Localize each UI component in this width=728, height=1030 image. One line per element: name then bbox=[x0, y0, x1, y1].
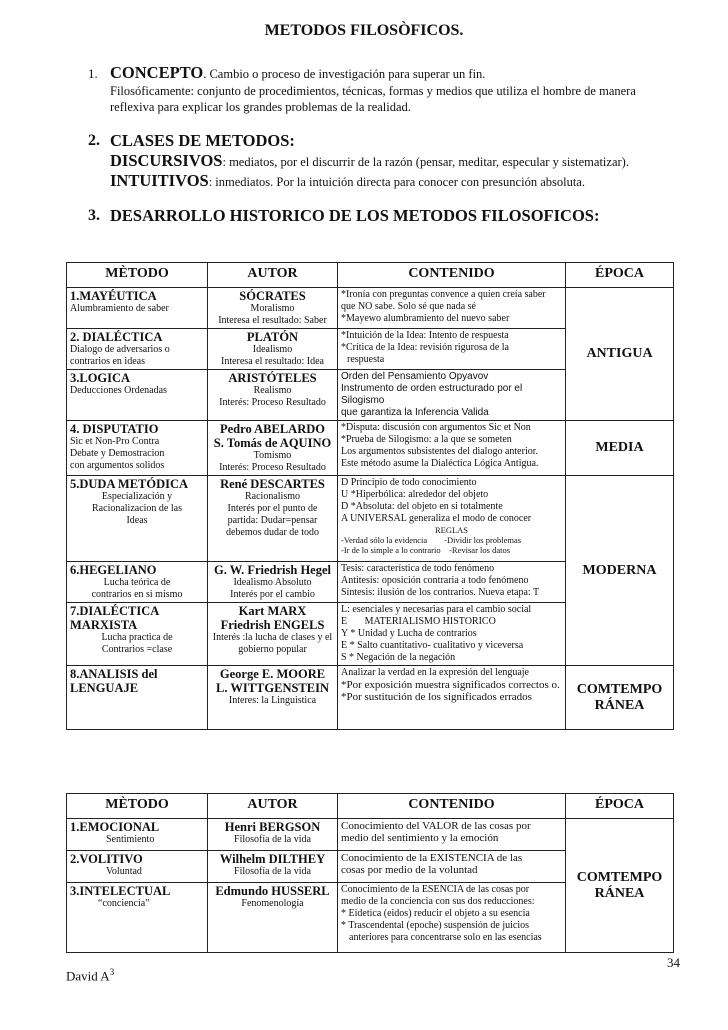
autor-desc: Idealismo Absoluto bbox=[233, 577, 312, 588]
metodo-name: 2. DIALÉCTICA bbox=[70, 330, 163, 344]
autor-desc: Realismo bbox=[253, 385, 292, 396]
contenido-line: medio del sentimiento y la emoción bbox=[341, 832, 499, 844]
section-heading: CLASES DE METODOS: bbox=[110, 131, 295, 150]
contenido-cell bbox=[338, 603, 566, 666]
autor-name: George E. MOORE bbox=[219, 667, 326, 681]
contenido-cell bbox=[338, 476, 566, 562]
regla-line: -Verdad sólo la evidencia -Dividir los problemas bbox=[341, 535, 522, 545]
author-superscript: 3 bbox=[109, 967, 115, 977]
metodo-cell bbox=[67, 476, 208, 562]
reglas-title: REGLAS bbox=[434, 525, 469, 535]
contenido-line: Y * Unidad y Lucha de contrarios bbox=[341, 628, 477, 639]
autor-desc: Racionalismo bbox=[245, 491, 300, 502]
contenido-line: Instrumento de orden estructurado por el Silogismo bbox=[341, 383, 523, 406]
epoca-cell: MODERNA bbox=[566, 476, 674, 666]
epoca-cell: COMTEMPO RÁNEA bbox=[566, 666, 674, 730]
autor-name: ARISTÓTELES bbox=[228, 371, 317, 385]
header-contenido: CONTENIDO bbox=[338, 794, 566, 819]
metodo-name: 5.DUDA METÓDICA bbox=[70, 477, 189, 491]
metodo-desc: Sentimiento bbox=[106, 834, 155, 845]
item-label: INTUITIVOS bbox=[110, 171, 209, 190]
author-name: David A bbox=[66, 968, 110, 984]
autor-name: Kart MARX bbox=[238, 604, 307, 618]
contenido-line: *Por exposición muestra significados correctos o. bbox=[341, 679, 560, 691]
contenido-line: *Mayewo alumbramiento del nuevo saber bbox=[341, 313, 510, 324]
epoca-cell: ANTIGUA bbox=[566, 288, 674, 421]
contenido-line: * Eidetica (eidos) reducir el objeto a su esencia bbox=[341, 908, 530, 919]
contenido-line: Los argumentos subsistentes del dialogo anterior. bbox=[341, 446, 539, 457]
autor-cell bbox=[208, 476, 338, 562]
metodo-name: 2.VOLITIVO bbox=[70, 852, 143, 866]
metodo-desc: “conciencia” bbox=[98, 898, 150, 909]
methods-table-2 bbox=[66, 793, 674, 953]
contenido-line: D Principio de todo conocimiento bbox=[341, 477, 477, 488]
metodo-name-2: LENGUAJE bbox=[70, 681, 139, 695]
metodo-cell bbox=[67, 562, 208, 603]
contenido-cell bbox=[338, 562, 566, 603]
header-metodo: MÈTODO bbox=[67, 794, 208, 819]
autor-desc: Filosofía de la vida bbox=[234, 866, 311, 877]
autor-cell bbox=[208, 883, 338, 953]
contenido-line: Conocimiento de la ESENCIA de las cosas por bbox=[341, 884, 530, 895]
metodo-desc: Lucha teórica de bbox=[103, 577, 171, 588]
contenido-cell bbox=[338, 666, 566, 730]
autor-name: Edmundo HUSSERL bbox=[215, 884, 330, 898]
section-number: 1. bbox=[88, 66, 98, 81]
author-signature bbox=[66, 967, 114, 984]
section-heading: DESARROLLO HISTORICO DE LOS METODOS FILOSOFICOS: bbox=[110, 206, 600, 225]
autor-desc: Tomismo bbox=[253, 450, 292, 461]
contenido-cell bbox=[338, 421, 566, 476]
metodo-desc: Deducciones Ordenadas bbox=[70, 385, 167, 396]
autor-desc: Interesa el resultado: Idea bbox=[220, 356, 324, 367]
autor-desc: Interesa el resultado: Saber bbox=[218, 315, 327, 326]
metodo-desc: Lucha practica de bbox=[101, 632, 173, 643]
metodo-desc: Especialización y bbox=[101, 491, 173, 502]
metodo-cell bbox=[67, 329, 208, 370]
metodo-desc: Racionalizacion de las bbox=[92, 503, 182, 514]
header-autor: AUTOR bbox=[208, 794, 338, 819]
metodo-desc: Sic et Non-Pro Contra bbox=[70, 436, 160, 447]
section-desarrollo bbox=[88, 207, 708, 226]
contenido-line: Síntesis: ilusión de los contrarios. Nueva etapa: T bbox=[341, 587, 540, 598]
section-clases bbox=[88, 132, 708, 191]
autor-desc: Fenomenología bbox=[241, 898, 304, 909]
metodo-desc: Voluntad bbox=[106, 866, 142, 877]
metodo-name: 3.LOGICA bbox=[70, 371, 131, 385]
autor-name-2: Friedrish ENGELS bbox=[220, 618, 325, 632]
contenido-cell bbox=[338, 883, 566, 953]
contenido-line: A UNIVERSAL generaliza el modo de conocer bbox=[341, 513, 532, 524]
autor-cell bbox=[208, 288, 338, 329]
metodo-desc: con argumentos solidos bbox=[70, 460, 165, 471]
regla-line: -Ir de lo simple a lo contrario -Revisar los datos bbox=[341, 545, 511, 555]
contenido-cell bbox=[338, 370, 566, 421]
page-title: METODOS FILOSÒFICOS. bbox=[264, 22, 464, 39]
item-text: : mediatos, por el discurrir de la razón (pensar, meditar, especular y sistematizar). bbox=[222, 155, 629, 169]
table-row bbox=[67, 819, 674, 851]
contenido-line: *Disputa: discusión con argumentos Sic et Non bbox=[341, 422, 531, 433]
autor-desc: Interés: Proceso Resultado bbox=[219, 397, 326, 408]
header-autor: AUTOR bbox=[208, 263, 338, 288]
autor-cell bbox=[208, 603, 338, 666]
autor-desc: partida: Dudar=pensar bbox=[227, 515, 318, 526]
table-header-row bbox=[67, 794, 674, 819]
autor-name: G. W. Friedrish Hegel bbox=[213, 563, 331, 577]
section-heading: CONCEPTO bbox=[110, 63, 204, 82]
metodo-cell bbox=[67, 288, 208, 329]
metodo-name: 1.MAYÉUTICA bbox=[70, 289, 157, 303]
section-number: 2. bbox=[88, 132, 100, 149]
metodo-desc: Ideas bbox=[126, 515, 148, 526]
contenido-line: *Crítica de la Idea: revisión rigurosa de la bbox=[341, 342, 509, 353]
section-line: reflexiva para explicar los grandes problemas de la realidad. bbox=[110, 100, 411, 114]
metodo-name: 6.HEGELIANO bbox=[70, 563, 157, 577]
table-row bbox=[67, 421, 674, 476]
contenido-line: *Ironía con preguntas convence a quien creía saber bbox=[341, 289, 546, 300]
contenido-cell bbox=[338, 329, 566, 370]
table-row bbox=[67, 476, 674, 562]
autor-cell bbox=[208, 666, 338, 730]
autor-cell bbox=[208, 819, 338, 851]
metodo-cell bbox=[67, 370, 208, 421]
contenido-line: *Intuición de la Idea: Intento de respuesta bbox=[341, 330, 509, 341]
epoca-cell: COMTEMPO RÁNEA bbox=[566, 819, 674, 953]
contenido-line: * Trascendental (epoche) suspensión de juicios bbox=[341, 920, 530, 931]
section-line: Filosóficamente: conjunto de procedimientos, técnicas, formas y medios que utiliza el hombre de manera bbox=[110, 84, 636, 98]
autor-desc: gobierno popular bbox=[238, 644, 307, 655]
autor-name-2: S. Tomás de AQUINO bbox=[213, 436, 332, 450]
metodo-desc: contrarios en si mismo bbox=[91, 589, 183, 600]
contenido-line: Orden del Pensamiento Opyavov bbox=[341, 371, 489, 382]
autor-desc: Interés :la lucha de clases y el bbox=[212, 632, 333, 643]
metodo-desc: Alumbramiento de saber bbox=[70, 303, 169, 314]
autor-desc: debemos dudar de todo bbox=[225, 527, 320, 538]
metodo-cell bbox=[67, 603, 208, 666]
contenido-cell bbox=[338, 851, 566, 883]
section-number: 3. bbox=[88, 207, 100, 224]
metodo-cell bbox=[67, 851, 208, 883]
metodo-desc: contrarios en ideas bbox=[70, 356, 145, 367]
header-metodo: MÈTODO bbox=[67, 263, 208, 288]
autor-desc: Moralismo bbox=[250, 303, 295, 314]
autor-name: Henri BERGSON bbox=[224, 820, 321, 834]
metodo-name-2: MARXISTA bbox=[70, 618, 138, 632]
table-row bbox=[67, 666, 674, 730]
autor-name: Pedro ABELARDO bbox=[220, 422, 325, 436]
metodo-desc: Dialogo de adversarios o bbox=[70, 344, 170, 355]
metodo-name: 8.ANALISIS del bbox=[70, 667, 158, 681]
contenido-line: U *Hiperbólica: alrededor del objeto bbox=[341, 489, 489, 500]
header-epoca: ÉPOCA bbox=[566, 794, 674, 819]
contenido-line: Conocimiento de la EXISTENCIA de las bbox=[341, 852, 523, 864]
contenido-cell bbox=[338, 288, 566, 329]
metodo-desc: Contrarios =clase bbox=[101, 644, 173, 655]
autor-name: Wilhelm DILTHEY bbox=[219, 852, 326, 866]
metodo-name: 7.DIALÉCTICA bbox=[70, 604, 160, 618]
autor-desc: Interés: Proceso Resultado bbox=[219, 462, 326, 473]
table-header-row bbox=[67, 263, 674, 288]
section-text: . Cambio o proceso de investigación para superar un fin. bbox=[203, 67, 486, 81]
contenido-line: E MATERIALISMO HISTORICO bbox=[341, 616, 496, 627]
autor-cell bbox=[208, 562, 338, 603]
autor-desc: Interés por el punto de bbox=[227, 503, 318, 514]
autor-desc: Idealismo bbox=[252, 344, 293, 355]
contenido-line: anteriores para concentrarse solo en las esencias bbox=[349, 932, 542, 943]
contenido-line: Conocimiento del VALOR de las cosas por bbox=[341, 820, 531, 832]
autor-name: René DESCARTES bbox=[220, 477, 325, 491]
metodo-name: 3.INTELECTUAL bbox=[70, 884, 171, 898]
autor-name: PLATÓN bbox=[246, 330, 299, 344]
autor-name: SÓCRATES bbox=[239, 289, 306, 303]
contenido-line: Este método asume la Dialéctica Lógica Antigua. bbox=[341, 458, 539, 469]
autor-cell bbox=[208, 851, 338, 883]
item-label: DISCURSIVOS bbox=[110, 151, 223, 170]
contenido-line: S * Negación de la negación bbox=[341, 652, 456, 663]
contenido-line: que NO sabe. Solo sé que nada sé bbox=[341, 301, 476, 312]
contenido-line: Analizar la verdad en la expresión del lenguaje bbox=[341, 667, 529, 678]
autor-desc: Interés por el cambio bbox=[230, 589, 315, 600]
metodo-cell bbox=[67, 819, 208, 851]
contenido-line: que garantiza la Inferencia Valida bbox=[341, 407, 489, 418]
metodo-cell bbox=[67, 883, 208, 953]
epoca-cell: MEDIA bbox=[566, 421, 674, 476]
contenido-line: cosas por medio de la voluntad bbox=[341, 864, 478, 876]
metodo-name: 1.EMOCIONAL bbox=[70, 820, 160, 834]
table-row bbox=[67, 288, 674, 329]
autor-cell bbox=[208, 329, 338, 370]
item-text: : inmediatos. Por la intuición directa para conocer con presunción absoluta. bbox=[208, 175, 585, 189]
contenido-line: Tesis: característica de todo fenómeno bbox=[341, 563, 495, 574]
autor-cell bbox=[208, 370, 338, 421]
metodo-desc: Debate y Demostracion bbox=[70, 448, 165, 459]
section-concepto bbox=[88, 64, 708, 115]
header-contenido: CONTENIDO bbox=[338, 263, 566, 288]
autor-desc: Interes: la Linguistica bbox=[228, 695, 317, 706]
contenido-cell bbox=[338, 819, 566, 851]
page-number: 34 bbox=[667, 955, 680, 970]
metodo-name: 4. DISPUTATIO bbox=[70, 422, 159, 436]
header-epoca: ÉPOCA bbox=[566, 263, 674, 288]
contenido-line: *Por sustitución de los significados errados bbox=[341, 691, 532, 703]
contenido-line: Antitesis: oposición contraria a todo fenómeno bbox=[341, 575, 529, 586]
autor-desc: Filosofía de la vida bbox=[234, 834, 311, 845]
contenido-line: D *Absoluta: del objeto en si totalmente bbox=[341, 501, 503, 512]
contenido-line: medio de la conciencia con sus dos reducciones: bbox=[341, 896, 535, 907]
contenido-line: L: esenciales y necesarias para el cambio social bbox=[341, 604, 532, 615]
metodo-cell bbox=[67, 421, 208, 476]
methods-table-1 bbox=[66, 262, 674, 730]
autor-cell bbox=[208, 421, 338, 476]
contenido-line: *Prueba de Silogismo: a la que se someten bbox=[341, 434, 512, 445]
autor-name-2: L. WITTGENSTEIN bbox=[215, 681, 329, 695]
contenido-line: E * Salto cuantitativo- cualitativo y viceversa bbox=[341, 640, 524, 651]
contenido-line: respuesta bbox=[347, 354, 385, 365]
metodo-cell bbox=[67, 666, 208, 730]
